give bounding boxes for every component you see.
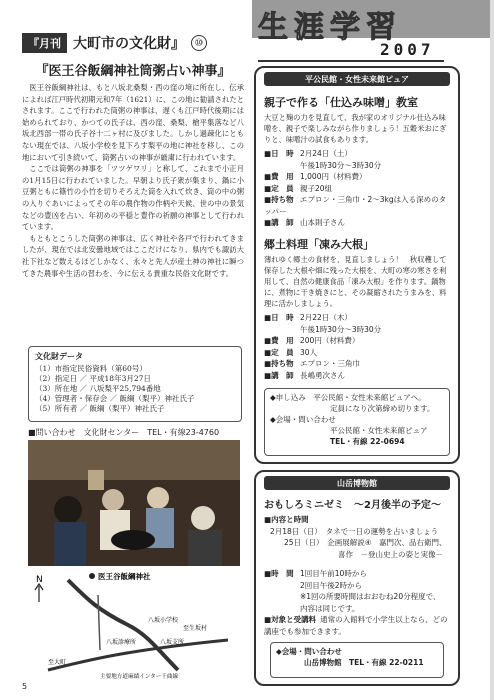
content-item: 25日（日） 企画展解説④ 嘉門次、品右衛門、 bbox=[284, 538, 447, 547]
map-drawing bbox=[28, 570, 242, 682]
event-description: 薄れゆく郷土の食材を、見直しましょう！ 秋収穫して保存した大根や畑に残った大根を、大町の寒の寒さを利用して、自然の健康食品「凍み大根」を作ります。鍋物に、煮物に干き焼きにと、その凝縮されたうまみを、料理に活かしましょう。 bbox=[264, 255, 447, 308]
north-label: N bbox=[36, 575, 43, 585]
museum-box bbox=[254, 470, 460, 686]
event-details bbox=[264, 148, 452, 229]
series-title: 大町市の文化財』 bbox=[73, 36, 185, 52]
event-details bbox=[264, 312, 452, 381]
paragraph: もともとこうした筒粥の神事は、広く神社や各戸で行われてきましたが、現在では北安曇地域ではここだけになり、県内でも諏訪大社下社など数えるほどしかなく、永々と先人が産土神の神社に瞬つてきた農事や生活の習わを、今に伝える貴重な民俗文化財です。 bbox=[22, 233, 244, 278]
north-arrow-icon bbox=[35, 584, 43, 602]
apply-line: 定員になり次第締め切ります。 bbox=[330, 404, 435, 413]
detail-row: 2回目午後2時から bbox=[300, 580, 363, 590]
data-row: （2）指定日 ／ 平成18年3月27日 bbox=[35, 374, 151, 383]
detail-row: ■持ち物 エプロン・三角巾 bbox=[264, 359, 360, 368]
data-row: （3）所在地 ／ 八坂梨平25,794番地 bbox=[35, 384, 161, 393]
seminar-content bbox=[264, 514, 454, 560]
data-row: （5）所有者 ／ 飯綱（梨平）神社氏子 bbox=[35, 404, 165, 413]
box-header: 平公民館・女性未来館ピュア bbox=[264, 72, 450, 86]
content-label: ■内容と時間 bbox=[264, 515, 309, 524]
map-label: 至生坂村 bbox=[183, 625, 208, 632]
apply-contact-box bbox=[264, 388, 450, 456]
series-header bbox=[22, 32, 244, 54]
detail-row: ■定 員 30人 bbox=[264, 347, 318, 357]
detail-row: ■講 師 山本則子さん bbox=[264, 218, 345, 227]
seminar-title: おもしろミニゼミ ～2月後半の予定～ bbox=[264, 500, 441, 511]
apply-line: ◆申し込み 平公民館・女性未来館ピュアへ。 bbox=[270, 393, 426, 402]
map-label: 八坂小学校 bbox=[148, 617, 179, 624]
detail-row: ■定 員 親子20組 bbox=[264, 183, 333, 193]
article-body bbox=[22, 82, 244, 279]
detail-row: ■日 時 2月24日（土） bbox=[264, 149, 352, 158]
contact-label: ◆会場・問い合わせ bbox=[276, 647, 342, 656]
map-label: 八坂支所 bbox=[160, 639, 185, 646]
map-label: 医王谷飯綱神社 bbox=[98, 572, 151, 581]
map-label: 主要地方道麻績インター千曲線 bbox=[100, 674, 179, 680]
cultural-data-box bbox=[28, 346, 242, 422]
detail-row: ■講 師 長嶋勇次さん bbox=[264, 370, 345, 380]
paragraph: 医王谷飯綱神社は、もと八坂北桑梨・西の窪の境に所在し、伝承によれば江戸時代初期元和7年（1621）に、この地に勧請されたとされます。ここで行われた筒粥の神事は、遅くも江戸時代後期には始められており、かつての氏子は、西の窪、桑梨、槍平集落など八坂北西部一帯の氏子谷十二ヶ村に及びました。しかし過疎化にともない現在では、八坂小学校を見下ろす梨平の地に神社を移し、この地において引き続いて、筒粥占いの神事が厳粛に行われています。 bbox=[22, 83, 244, 162]
content-item: 喜作 －登山史上の姿と実像－ bbox=[338, 549, 443, 559]
event-title: 親子で作る「仕込み味噌」教室 bbox=[264, 96, 418, 109]
banner-year: 2007 bbox=[380, 40, 435, 59]
paragraph: ここでは筒粥の神事を「ツツゲワリ」と称して、これまで小正月の1月15日に行われていました。早朝より氏子衆が集まり、鍋に小豆粥ともに篠竹の小竹を切りそろえた筒を入れて炊き、筒の中の粥の入りぐあいによってその年の農作物の作柄や天候、世の中の景気などの豊凶を占い、年初めの平穏と豊作の祈願の神事として行われています。 bbox=[22, 164, 244, 232]
article-title: 『医王谷飯綱神社筒粥占い神事』 bbox=[35, 64, 231, 79]
data-row: （1）市指定民俗資料（第60号） bbox=[35, 364, 147, 373]
page-number: 5 bbox=[22, 682, 28, 691]
detail-row: ■持ち物 エプロン・三角巾・2～3kgは入る深めのタッパー bbox=[264, 195, 447, 216]
contact-label: ◆会場・問い合わせ bbox=[270, 415, 336, 424]
detail-row: ■対象と受講料 通常の入館料で小学生以上なら、どの講座でも参加できます。 bbox=[264, 615, 448, 636]
location-map bbox=[28, 570, 242, 682]
detail-row: ※1回の所要時間はおおむね20分程度で、 bbox=[300, 592, 441, 601]
event-description: 大豆と麹の力を見直して、我が家のオリジナル仕込み味噌を、親子で楽しみながら作りましょう！五穀米おにぎりと、味噌汁の試食もあります。 bbox=[264, 113, 447, 144]
map-label: 至大町 bbox=[48, 659, 67, 666]
detail-row: 内容は同じです。 bbox=[300, 603, 360, 613]
seminar-details bbox=[264, 568, 454, 637]
detail-row: ■時 間 1回目午前10時から bbox=[264, 569, 367, 578]
divider bbox=[258, 60, 444, 62]
contact-info: 山岳博物館 TEL・有線 22-0211 bbox=[304, 658, 424, 667]
museum-contact-box bbox=[270, 642, 444, 678]
cultural-data-heading: 文化財データ bbox=[35, 352, 83, 361]
series-number: ⑩ bbox=[191, 35, 207, 51]
content-item: 2月18日（日） タネで一日の運勢を占いましょう bbox=[270, 526, 439, 536]
photo-illustration bbox=[28, 440, 240, 566]
data-row: （4）管理者・保存会 ／ 飯綱（梨平）神社氏子 bbox=[35, 394, 195, 403]
map-label: 八坂診療所 bbox=[106, 639, 137, 646]
event-title: 郷土料理「凍み大根」 bbox=[264, 238, 374, 251]
detail-row: 午後1時30分～3時30分 bbox=[300, 160, 382, 170]
detail-row: ■費 用 1,000円（材料費） bbox=[264, 172, 367, 181]
detail-row: ■日 時 2月22日（木） bbox=[264, 313, 352, 322]
inquiry-left: ■問い合わせ 文化財センター TEL・有線23-4760 bbox=[28, 428, 220, 437]
contact-phone: TEL・有線 22-0694 bbox=[330, 437, 405, 446]
ceremony-photo bbox=[28, 440, 240, 566]
pure-events-box bbox=[254, 66, 460, 464]
contact-venue: 平公民館・女性未来館ピュア bbox=[330, 426, 428, 435]
box-header: 山岳博物館 bbox=[264, 476, 450, 490]
detail-row: 午後1時30分～3時30分 bbox=[300, 324, 382, 334]
detail-row: ■費 用 200円（材料費） bbox=[264, 336, 360, 345]
banner-title: 生涯学習 bbox=[258, 10, 402, 45]
edge-bar bbox=[490, 0, 494, 700]
series-tag: 『月刊 bbox=[22, 33, 67, 53]
